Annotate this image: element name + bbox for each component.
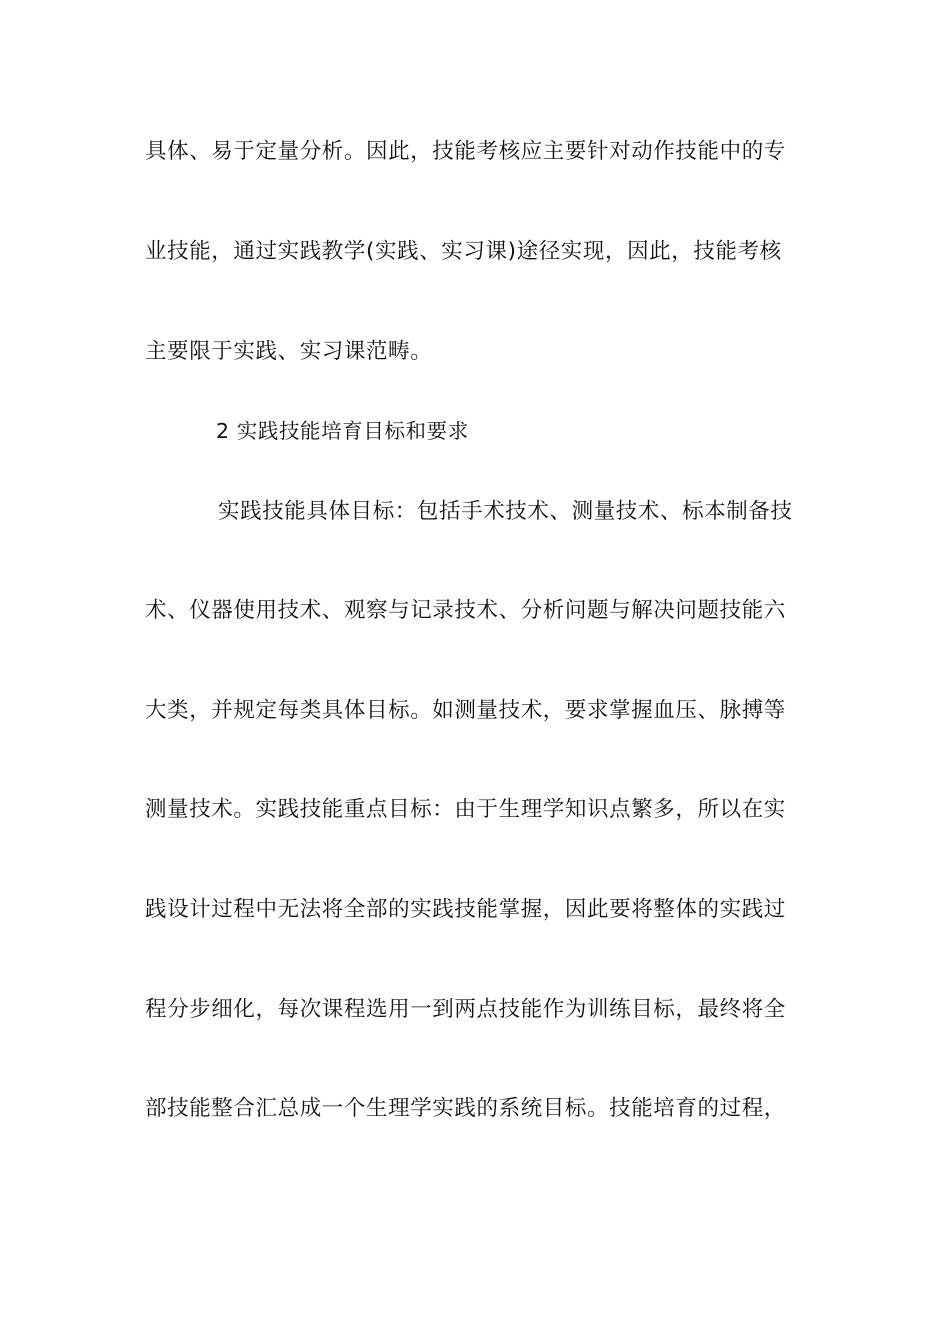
- paragraph-line-3: 主要限于实践、实习课范畴。: [145, 339, 433, 364]
- paragraph-line-5: 术、仪器使用技术、观察与记录技术、分析问题与解决问题技能六: [145, 598, 786, 623]
- paragraph-line-10: 部技能整合汇总成一个生理学实践的系统目标。技能培育的过程，: [145, 1096, 786, 1121]
- paragraph-line-7: 测量技术。实践技能重点目标：由于生理学知识点繁多，所以在实: [145, 797, 786, 822]
- paragraph-line-4: 实践技能具体目标：包括手术技术、测量技术、标本制备技: [218, 499, 793, 524]
- paragraph-line-9: 程分步细化，每次课程选用一到两点技能作为训练目标，最终将全: [145, 997, 786, 1022]
- paragraph-line-2: 业技能，通过实践教学(实践、实习课)途径实现，因此，技能考核: [145, 239, 782, 264]
- section-heading: 2 实践技能培育目标和要求: [216, 419, 469, 443]
- paragraph-line-1: 具体、易于定量分析。因此，技能考核应主要针对动作技能中的专: [145, 139, 786, 164]
- paragraph-line-6: 大类，并规定每类具体目标。如测量技术，要求掌握血压、脉搏等: [145, 698, 786, 723]
- paragraph-line-8: 践设计过程中无法将全部的实践技能掌握，因此要将整体的实践过: [145, 897, 786, 922]
